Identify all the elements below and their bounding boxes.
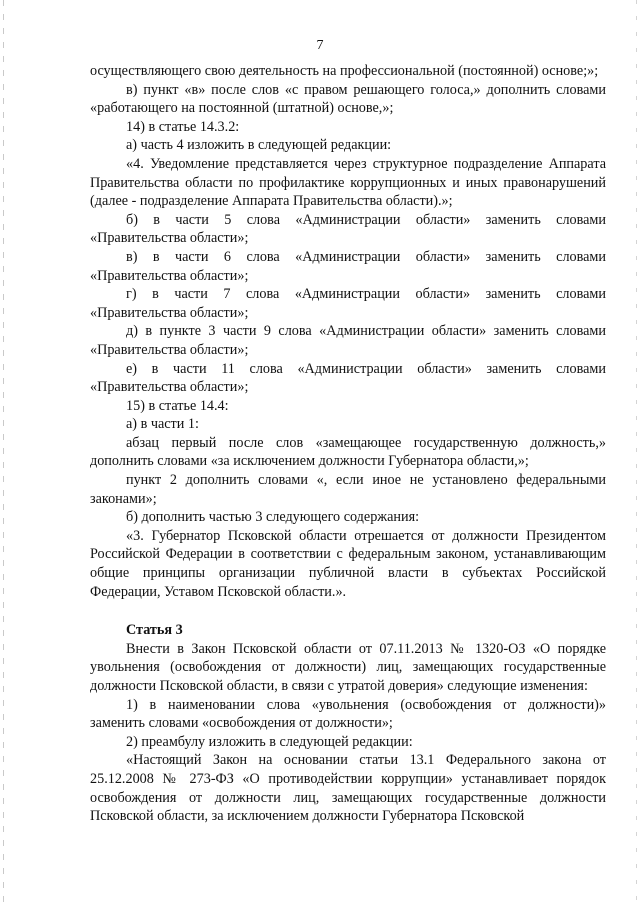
paragraph: абзац первый после слов «замещающее государственную должность,» дополнить словами «за исключением должности Губернатора области,»; [90, 434, 606, 470]
paragraph: а) часть 4 изложить в следующей редакции: [126, 137, 392, 154]
page-number: 7 [316, 38, 324, 53]
paragraph: «4. Уведомление представляется через структурное подразделение Аппарата Правительства области по профилактике коррупционных и иных правонарушений (далее - подразделение Аппарата Правительства области).»; [90, 155, 606, 210]
paragraphs-before-article [90, 62, 606, 601]
paragraph: пункт 2 дополнить словами «, если иное не установлено федеральными законами»; [90, 472, 606, 507]
paragraph: «Настоящий Закон на основании статьи 13.1 Федерального закона от 25.12.2008 № 273-ФЗ «О противодействии коррупции» устанавливает порядок освобождения от должности лиц, замещающих государственные должности Псковской области, за исключением должности Губернатора Псковской [90, 752, 606, 825]
paragraph: б) дополнить частью 3 следующего содержания: [126, 509, 420, 526]
paragraph: в) пункт «в» после слов «с правом решающего голоса,» дополнить словами «работающего на постоянной (штатной) основе,»; [90, 81, 606, 117]
article-heading: Статья 3 [126, 622, 183, 639]
scan-edge-right [636, 0, 637, 905]
paragraph: 1) в наименовании слова «увольнения (освобождения от должности)» заменить словами «освобождения от должности»; [90, 696, 606, 732]
paragraphs-after-article [90, 640, 606, 826]
paragraph: а) в части 1: [126, 416, 199, 433]
paragraph: г) в части 7 слова «Администрации области» заменить словами «Правительства области»; [90, 286, 606, 321]
paragraph: д) в пункте 3 части 9 слова «Администрации области» заменить словами «Правительства области»; [90, 323, 606, 358]
document-body [90, 62, 606, 826]
paragraph: «3. Губернатор Псковской области отрешается от должности Президентом Российской Федерации в соответствии с федеральным законом, устанавливающим общие принципы организации публичной власти в субъектах Российской Федерации, Уставом Псковской области.». [90, 527, 606, 600]
article-gap [90, 601, 606, 621]
paragraph: б) в части 5 слова «Администрации области» заменить словами «Правительства области»; [90, 211, 606, 247]
paragraph: 2) преамбулу изложить в следующей редакции: [126, 733, 413, 750]
paragraph: е) в части 11 слова «Администрации области» заменить словами «Правительства области»; [90, 360, 606, 396]
paragraph: осуществляющего свою деятельность на профессиональной (постоянной) основе;»; [90, 63, 599, 79]
paragraph: Внести в Закон Псковской области от 07.11.2013 № 1320-ОЗ «О порядке увольнения (освобождения от должности) лиц, замещающих государственные должности Псковской области, в связи с утратой доверия» следующие изменения: [90, 640, 606, 694]
paragraph: в) в части 6 слова «Администрации области» заменить словами «Правительства области»; [90, 248, 606, 284]
paragraph: 15) в статье 14.4: [126, 397, 229, 414]
paragraph: 14) в статье 14.3.2: [126, 118, 240, 135]
scan-edge-left [3, 0, 4, 905]
